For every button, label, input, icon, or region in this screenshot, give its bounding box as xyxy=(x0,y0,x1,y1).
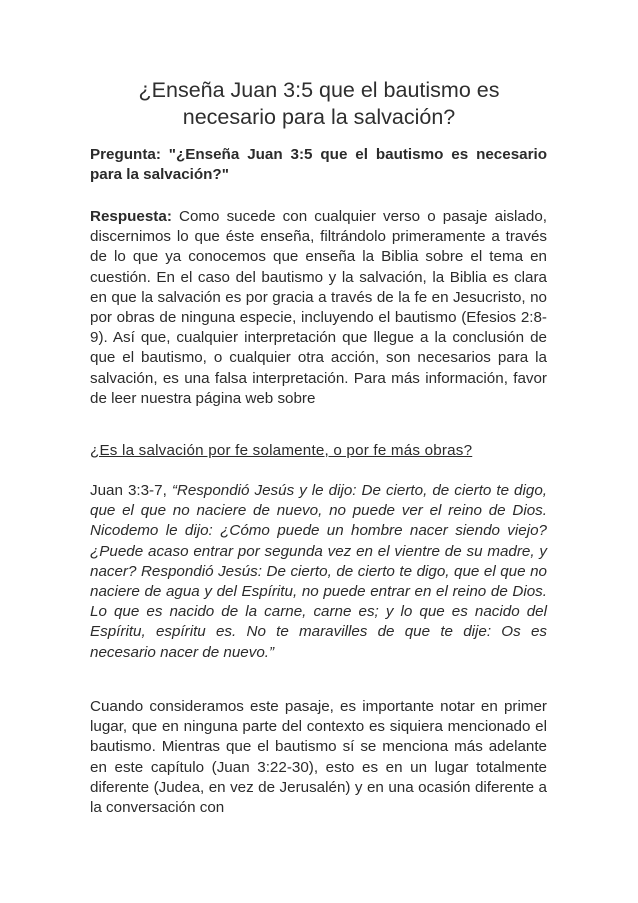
answer-paragraph xyxy=(90,207,547,409)
page-title: ¿Enseña Juan 3:5 que el bautismo es necesario para la salvación? xyxy=(138,78,500,129)
question-paragraph: Pregunta: "¿Enseña Juan 3:5 que el bautismo es necesario para la salvación?" xyxy=(90,146,547,184)
commentary-paragraph: Cuando consideramos este pasaje, es importante notar en primer lugar, que en ninguna parte del contexto es siquiera mencionado el bautismo. Mientras que el bautismo sí se menciona más adelante en este capítulo (Juan 3:22-30), esto es en un lugar totalmente diferente (Judea, en vez de Jerusalén) y en una ocasión diferente a la conversación con xyxy=(90,698,547,817)
salvation-by-faith-link[interactable]: ¿Es la salvación por fe solamente, o por fe más obras? xyxy=(90,442,473,459)
scripture-quote: “Respondió Jesús y le dijo: De cierto, de cierto te digo, que el que no naciere de nuevo, no puede ver el reino de Dios. Nicodemo le dijo: ¿Cómo puede un hombre nacer siendo viejo? ¿Puede acaso entrar por segunda vez en el vientre de su madre, y nacer? Respondió Jesús: De cierto, de cierto te digo, que el que no naciere de agua y del Espíritu, no puede entrar en el reino de Dios. Lo que es nacido de la carne, carne es; y lo que es nacido del Espíritu, espíritu es. No te maravilles de que te dije: Os es necesario nacer de nuevo.” xyxy=(90,482,547,661)
scripture-paragraph xyxy=(90,481,547,663)
scripture-reference: Juan 3:3-7, xyxy=(90,482,172,499)
answer-label: Respuesta: xyxy=(90,208,172,225)
answer-text: Como sucede con cualquier verso o pasaje aislado, discernimos lo que éste enseña, filtrándolo primeramente a través de lo que ya conocemos que enseña la Biblia sobre el tema en cuestión. En el caso del bautismo y la salvación, la Biblia es clara en que la salvación es por gracia a través de la fe en Jesucristo, no por obras de ninguna especie, incluyendo el bautismo (Efesios 2:8-9). Así que, cualquier interpretación que llegue a la conclusión de que el bautismo, o cualquier otra acción, son necesarios para la salvación, es una falsa interpretación. Para más información, favor de leer nuestra página web sobre xyxy=(90,208,547,407)
